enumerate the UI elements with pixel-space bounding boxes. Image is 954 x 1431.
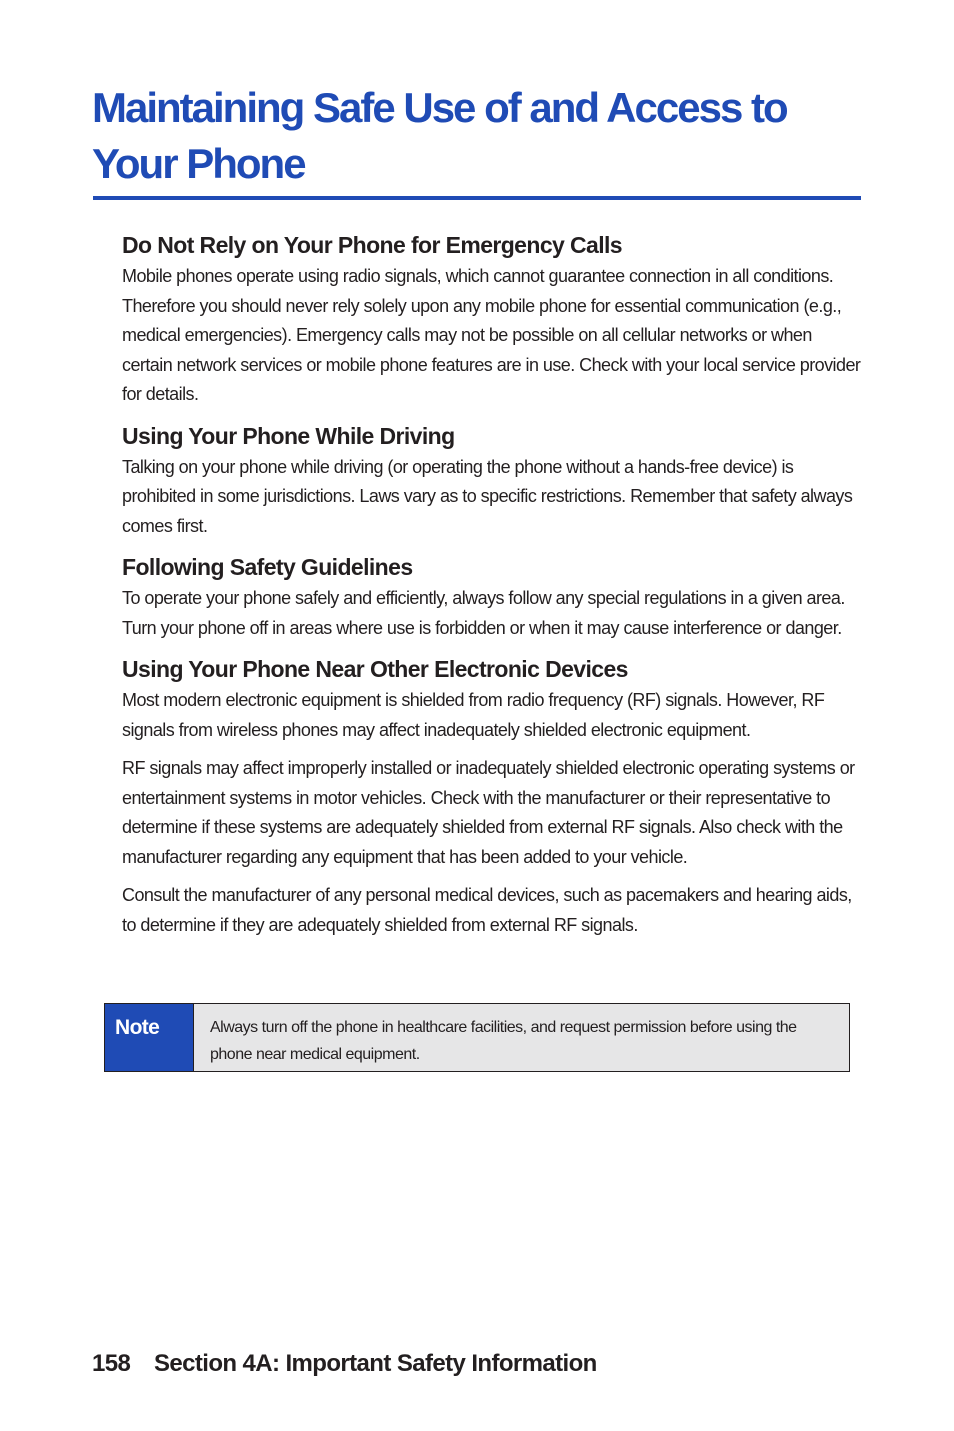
page-footer [92, 1346, 792, 1382]
paragraph: To operate your phone safely and efficiently, always follow any special regulations in a given area. Turn your phone off in areas where use is forbidden or when it may cause interference or danger. [122, 588, 845, 638]
content-area [122, 228, 862, 940]
section-emergency-calls [122, 228, 862, 410]
page-title: Maintaining Safe Use of and Access to Your Phone [92, 84, 787, 187]
paragraph: Consult the manufacturer of any personal medical devices, such as pacemakers and hearing aids, to determine if they are adequately shielded from external RF signals. [122, 885, 852, 935]
section-heading: Do Not Rely on Your Phone for Emergency Calls [122, 232, 622, 258]
paragraph: Most modern electronic equipment is shielded from radio frequency (RF) signals. However, RF signals from wireless phones may affect inadequately shielded electronic equipment. [122, 690, 825, 740]
note-box [104, 1003, 850, 1072]
section-heading: Using Your Phone Near Other Electronic Devices [122, 656, 628, 682]
page-number: 158 [92, 1350, 131, 1377]
paragraph: RF signals may affect improperly installed or inadequately shielded electronic operating systems or entertainment systems in motor vehicles. Check with the manufacturer or their representative to determine if these systems are adequately shielded from external RF signals. Also check with the manufacturer regarding any equipment that has been added to your vehicle. [122, 758, 855, 867]
footer-section-title: Section 4A: Important Safety Information [154, 1350, 597, 1377]
note-text: Always turn off the phone in healthcare facilities, and request permission before using the phone near medical equipment. [210, 1019, 797, 1063]
title-divider [93, 196, 861, 200]
paragraph: Mobile phones operate using radio signals, which cannot guarantee connection in all conditions. Therefore you should never rely solely upon any mobile phone for essential communication (e.g., medical emergencies). Emergency calls may not be possible on all cellular networks or when certain network services or mobile phone features are in use. Check with your local service provider for details. [122, 266, 861, 404]
section-driving [122, 419, 862, 542]
section-heading: Using Your Phone While Driving [122, 422, 455, 449]
paragraph: Talking on your phone while driving (or operating the phone without a hands-free device) is prohibited in some jurisdictions. Laws vary as to specific restrictions. Remember that safety always comes first. [122, 456, 853, 536]
section-safety-guidelines [122, 550, 862, 643]
note-label: Note [105, 1004, 194, 1071]
section-heading: Following Safety Guidelines [122, 554, 413, 580]
section-electronic-devices [122, 652, 862, 940]
